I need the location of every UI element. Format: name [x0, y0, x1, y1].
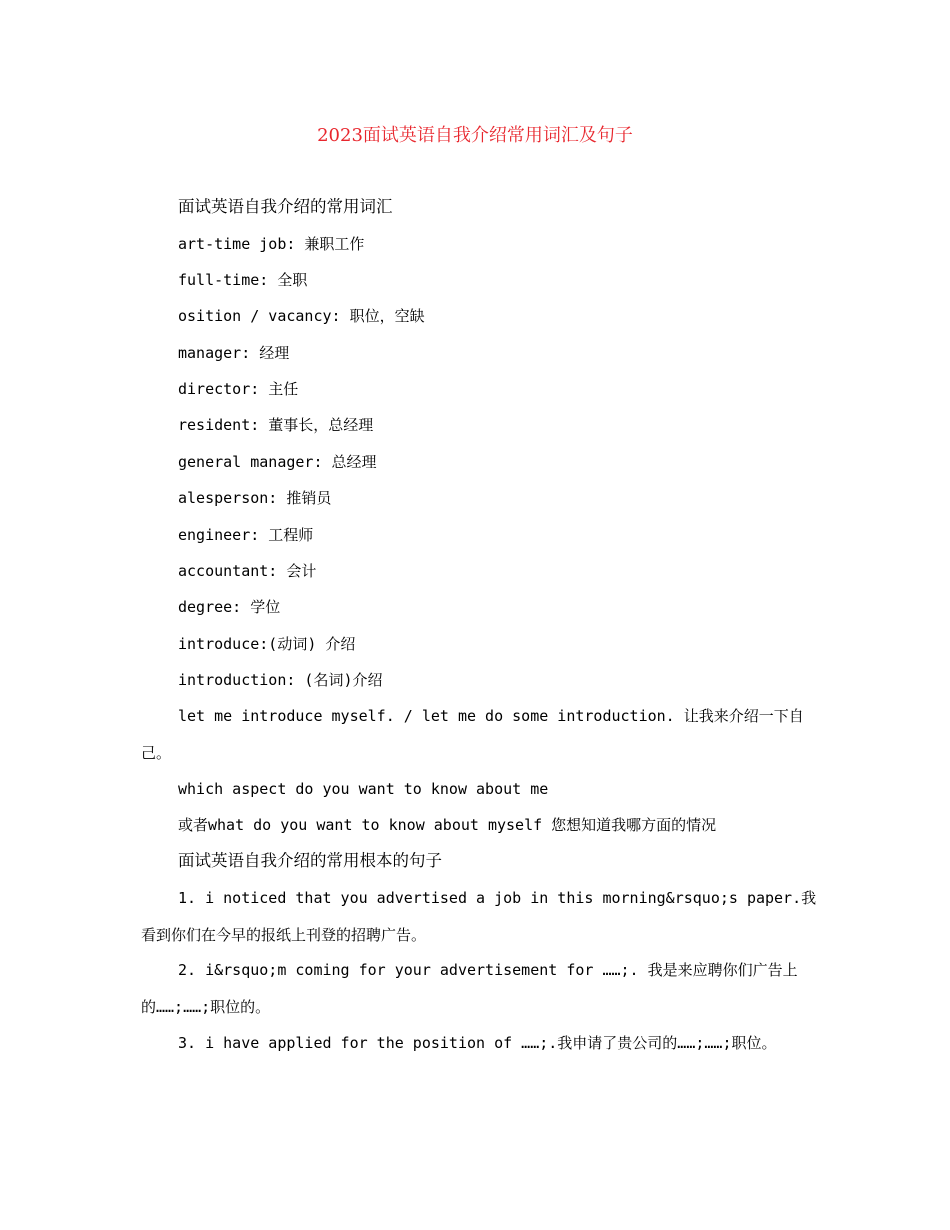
vocab-line: director: 主任	[178, 380, 299, 398]
section-heading-sentences: 面试英语自我介绍的常用根本的句子	[178, 851, 442, 870]
vocab-line: manager: 经理	[178, 344, 290, 362]
vocab-line: full-time: 全职	[178, 271, 308, 289]
vocab-line: introduce:(动词) 介绍	[178, 635, 356, 653]
section-heading-vocabulary: 面试英语自我介绍的常用词汇	[178, 197, 393, 216]
vocab-line: introduction: (名词)介绍	[178, 671, 383, 689]
sentence-introduce-myself: let me introduce myself. / let me do some introduction. 让我来介绍一下自己。	[141, 707, 804, 762]
sentence-which-aspect: which aspect do you want to know about me	[178, 780, 549, 798]
vocab-line: alesperson: 推销员	[178, 489, 332, 507]
vocab-line: degree: 学位	[178, 598, 281, 616]
vocab-line: accountant: 会计	[178, 562, 317, 580]
vocab-line: resident: 董事长，总经理	[178, 416, 374, 434]
vocab-line: art-time job: 兼职工作	[178, 235, 365, 253]
vocab-line: general manager: 总经理	[178, 453, 377, 471]
numbered-sentence: 1. i noticed that you advertised a job in this morning&rsquo;s paper.我看到你们在今早的报纸上刊登的招聘广告。	[141, 889, 817, 944]
document-title: 2023面试英语自我介绍常用词汇及句子	[317, 125, 633, 146]
numbered-sentence: 3. i have applied for the position of ……;.我申请了贵公司的……;……;职位。	[178, 1034, 777, 1052]
vocab-line: osition / vacancy: 职位，空缺	[178, 307, 425, 325]
numbered-sentence: 2. i&rsquo;m coming for your advertisement for ……;. 我是来应聘你们广告上的……;……;职位的。	[141, 961, 798, 1016]
sentence-what-to-know: 或者what do you want to know about myself 您想知道我哪方面的情况	[178, 816, 717, 834]
vocab-line: engineer: 工程师	[178, 526, 314, 544]
